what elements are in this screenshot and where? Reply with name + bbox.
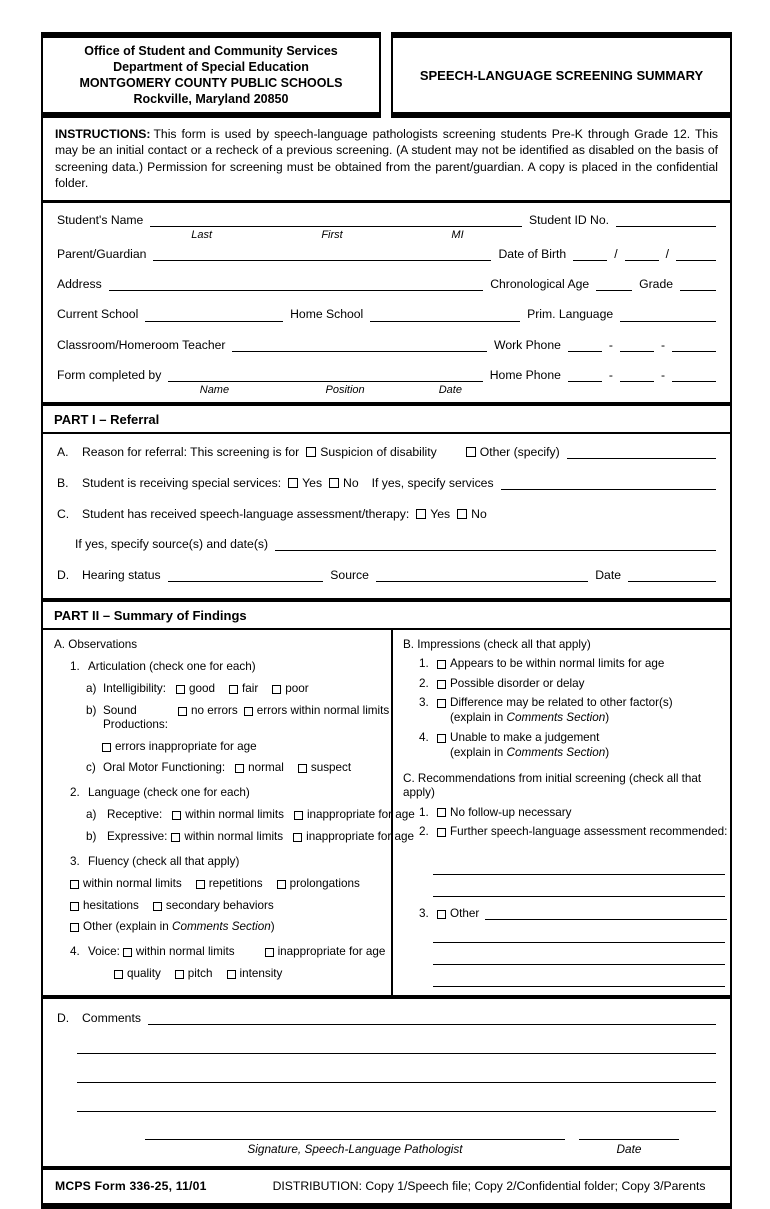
dob-slash-2: / bbox=[665, 247, 669, 262]
specify-source-dates-field[interactable] bbox=[275, 538, 716, 551]
comments-label: Comments bbox=[82, 1011, 141, 1026]
impression-1-label: Appears to be within normal limits for age bbox=[450, 657, 665, 671]
comments-line-3[interactable] bbox=[77, 1083, 716, 1112]
impression-1-number: 1. bbox=[419, 657, 429, 671]
impression-3-note-comments-section: Comments Section bbox=[506, 711, 606, 725]
current-school-label: Current School bbox=[57, 307, 139, 322]
impressions-title: B. Impressions (check all that apply) bbox=[403, 637, 591, 651]
recommendation-1-label: No follow-up necessary bbox=[450, 805, 572, 819]
checkbox-impression-wnl-for-age[interactable] bbox=[437, 660, 446, 669]
completed-date-sublabel: Date bbox=[438, 383, 462, 396]
articulation-number: 1. bbox=[70, 659, 80, 673]
checkbox-receptive-wnl[interactable] bbox=[172, 811, 181, 820]
checkbox-fluency-hesitations[interactable] bbox=[70, 902, 79, 911]
language-title: Language (check one for each) bbox=[88, 786, 250, 800]
receptive-wnl-label: within normal limits bbox=[185, 808, 284, 822]
recommendation-2-number: 2. bbox=[419, 825, 429, 839]
impressions-column bbox=[393, 630, 738, 995]
fluency-repetitions-label: repetitions bbox=[208, 877, 263, 891]
instructions-text: This form is used by speech-language pathologists screening students Pre-K through Grade 12. This may be an initial contact or a recheck of a previous screening. (A student may not be identified as disabled on the basis of screening data.) Permission for screening must be obtained from the parent/guardian. A copy is placed in the confidential folder. bbox=[55, 127, 718, 191]
checkbox-voice-wnl[interactable] bbox=[123, 948, 132, 957]
impression-3-label: Difference may be related to other factor(s) bbox=[450, 696, 673, 710]
checkbox-no-follow-up[interactable] bbox=[437, 808, 446, 817]
expressive-inappropriate-label: inappropriate for age bbox=[306, 830, 414, 844]
checkbox-unable-to-make-judgement[interactable] bbox=[437, 734, 446, 743]
assessment-yes-label: Yes bbox=[430, 506, 451, 521]
home-phone-hyphen-2: - bbox=[660, 367, 665, 382]
intelligibility-fair-label: fair bbox=[242, 681, 259, 695]
voice-intensity-label: intensity bbox=[239, 966, 283, 980]
form-completed-by-label: Form completed by bbox=[57, 367, 162, 382]
signature-date-label: Date bbox=[616, 1142, 642, 1157]
home-phone-hyphen-1: - bbox=[608, 367, 613, 382]
prim-language-label: Prim. Language bbox=[527, 307, 614, 322]
oral-motor-label: Oral Motor Functioning: bbox=[103, 761, 226, 775]
checkbox-difference-other-factors[interactable] bbox=[437, 699, 446, 708]
comments-section bbox=[43, 999, 730, 1166]
impression-2-number: 2. bbox=[419, 676, 429, 690]
part1-c-text: Student has received speech-language assessment/therapy: bbox=[82, 506, 410, 521]
home-phone-label: Home Phone bbox=[489, 367, 561, 382]
name-mi-sublabel: MI bbox=[451, 229, 464, 242]
prim-language-field[interactable] bbox=[620, 309, 716, 322]
signature-label: Signature, Speech-Language Pathologist bbox=[247, 1142, 463, 1157]
form-header bbox=[41, 32, 732, 118]
checkbox-fluency-wnl[interactable] bbox=[70, 880, 79, 889]
articulation-title: Articulation (check one for each) bbox=[88, 659, 256, 673]
expressive-letter: b) bbox=[86, 830, 97, 844]
city-line: Rockville, Maryland 20850 bbox=[133, 92, 289, 106]
part2-title: PART II – Summary of Findings bbox=[43, 598, 730, 630]
recommendation-other-field[interactable] bbox=[485, 908, 727, 920]
oral-motor-normal-label: normal bbox=[248, 761, 284, 775]
recommendation-2-label: Further speech-language assessment recommended: bbox=[450, 825, 728, 839]
intelligibility-poor-label: poor bbox=[285, 681, 309, 695]
work-phone-label: Work Phone bbox=[494, 337, 561, 352]
work-phone-hyphen-2: - bbox=[660, 337, 665, 352]
special-services-yes-label: Yes bbox=[302, 475, 323, 490]
student-info-section bbox=[43, 203, 730, 401]
classroom-teacher-label: Classroom/Homeroom Teacher bbox=[57, 337, 226, 352]
form-title: SPEECH-LANGUAGE SCREENING SUMMARY bbox=[391, 32, 732, 118]
no-errors-label: no errors bbox=[190, 703, 238, 717]
form-number: MCPS Form 336-25, 11/01 bbox=[55, 1179, 207, 1194]
suspicion-of-disability-label: Suspicion of disability bbox=[320, 444, 437, 459]
errors-wnl-label: errors within normal limits bbox=[256, 703, 390, 717]
current-school-field[interactable] bbox=[145, 309, 283, 322]
impression-3-note-post: ) bbox=[605, 711, 610, 725]
checkbox-assessment-no[interactable] bbox=[457, 509, 467, 519]
hearing-status-label: Hearing status bbox=[82, 567, 161, 582]
part1-section bbox=[43, 434, 730, 598]
observations-title: A. Observations bbox=[54, 637, 138, 651]
recommendation-other-line-1[interactable] bbox=[433, 921, 725, 943]
checkbox-voice-inappropriate[interactable] bbox=[265, 948, 274, 957]
part2-section bbox=[43, 630, 730, 999]
checkbox-fluency-repetitions[interactable] bbox=[196, 880, 205, 889]
students-name-label: Student's Name bbox=[57, 213, 144, 228]
home-phone-line-field[interactable] bbox=[672, 369, 716, 382]
impression-4-label: Unable to make a judgement bbox=[450, 730, 600, 744]
part1-d-number: D. bbox=[57, 567, 70, 582]
voice-quality-label: quality bbox=[127, 966, 161, 980]
form-footer bbox=[43, 1166, 730, 1203]
district-line: MONTGOMERY COUNTY PUBLIC SCHOOLS bbox=[79, 76, 343, 90]
work-phone-area-field[interactable] bbox=[568, 339, 602, 352]
other-specify-field[interactable] bbox=[567, 446, 716, 459]
checkbox-receptive-inappropriate[interactable] bbox=[294, 811, 303, 820]
work-phone-hyphen-1: - bbox=[608, 337, 613, 352]
student-id-label: Student ID No. bbox=[529, 213, 609, 228]
work-phone-prefix-field[interactable] bbox=[620, 339, 654, 352]
fluency-wnl-label: within normal limits bbox=[83, 877, 182, 891]
recommendation-other-line-2[interactable] bbox=[433, 943, 725, 965]
comments-line-2[interactable] bbox=[77, 1054, 716, 1083]
dob-day-field[interactable] bbox=[625, 248, 659, 261]
checkbox-oral-motor-suspect[interactable] bbox=[298, 764, 307, 773]
checkbox-assessment-yes[interactable] bbox=[416, 509, 426, 519]
instructions-block bbox=[43, 118, 730, 203]
district-address-block bbox=[41, 32, 381, 118]
intelligibility-letter: a) bbox=[86, 681, 97, 695]
comments-line-1[interactable] bbox=[77, 1025, 716, 1054]
checkbox-further-assessment[interactable] bbox=[437, 828, 446, 837]
hearing-source-field[interactable] bbox=[376, 569, 588, 582]
fluency-prolongations-label: prolongations bbox=[289, 877, 360, 891]
part1-a-text: Reason for referral: This screening is for bbox=[82, 444, 300, 459]
impression-2-label: Possible disorder or delay bbox=[450, 676, 585, 690]
checkbox-intelligibility-poor[interactable] bbox=[272, 685, 281, 694]
fluency-hesitations-label: hesitations bbox=[83, 898, 139, 912]
fluency-title: Fluency (check all that apply) bbox=[88, 855, 240, 869]
intelligibility-label: Intelligibility: bbox=[103, 681, 167, 695]
part1-b-number: B. bbox=[57, 475, 69, 490]
address-field[interactable] bbox=[109, 278, 483, 291]
distribution-text: DISTRIBUTION: Copy 1/Speech file; Copy 2/Confidential folder; Copy 3/Parents bbox=[272, 1179, 706, 1194]
hearing-status-field[interactable] bbox=[168, 569, 324, 582]
checkbox-fluency-prolongations[interactable] bbox=[277, 880, 286, 889]
part1-b-text: Student is receiving special services: bbox=[82, 475, 282, 490]
classroom-teacher-field[interactable] bbox=[232, 339, 487, 352]
completed-position-sublabel: Position bbox=[325, 383, 365, 396]
fluency-other-pre: Other (explain in bbox=[83, 920, 172, 934]
further-assessment-line-1[interactable] bbox=[433, 853, 725, 875]
checkbox-special-services-no[interactable] bbox=[329, 478, 339, 488]
fluency-other-post: ) bbox=[270, 920, 275, 934]
checkbox-voice-intensity[interactable] bbox=[227, 970, 236, 979]
observations-column bbox=[43, 630, 415, 995]
expressive-label: Expressive: bbox=[107, 830, 168, 844]
home-phone-prefix-field[interactable] bbox=[620, 369, 654, 382]
impression-4-note-comments-section: Comments Section bbox=[506, 745, 606, 759]
voice-label: Voice: bbox=[88, 944, 120, 958]
recommendation-3-label: Other bbox=[450, 907, 480, 921]
grade-label: Grade bbox=[639, 277, 673, 292]
checkbox-possible-disorder-or-delay[interactable] bbox=[437, 680, 446, 689]
home-phone-area-field[interactable] bbox=[568, 369, 602, 382]
further-assessment-line-2[interactable] bbox=[433, 875, 725, 897]
checkbox-no-errors[interactable] bbox=[178, 707, 187, 716]
errors-inappropriate-label: errors inappropriate for age bbox=[115, 739, 257, 753]
intelligibility-good-label: good bbox=[189, 681, 216, 695]
checkbox-errors-within-normal-limits[interactable] bbox=[244, 707, 253, 716]
checkbox-intelligibility-good[interactable] bbox=[176, 685, 185, 694]
voice-inappropriate-label: inappropriate for age bbox=[277, 944, 386, 958]
screening-summary-form bbox=[41, 32, 732, 1209]
part1-title: PART I – Referral bbox=[43, 402, 730, 434]
checkbox-voice-pitch[interactable] bbox=[175, 970, 184, 979]
other-specify-label: Other (specify) bbox=[479, 444, 560, 459]
checkbox-errors-inappropriate-for-age[interactable] bbox=[102, 743, 111, 752]
fluency-secondary-behaviors-label: secondary behaviors bbox=[165, 898, 274, 912]
parent-guardian-label: Parent/Guardian bbox=[57, 247, 147, 262]
signature-date-field[interactable] bbox=[579, 1128, 679, 1140]
language-number: 2. bbox=[70, 786, 80, 800]
checkbox-other-specify[interactable] bbox=[466, 447, 476, 457]
name-first-sublabel: First bbox=[321, 229, 343, 242]
comments-field[interactable] bbox=[148, 1012, 716, 1025]
name-last-sublabel: Last bbox=[191, 229, 213, 242]
fluency-other-comments-section: Comments Section bbox=[172, 920, 271, 934]
dob-month-field[interactable] bbox=[573, 248, 607, 261]
impression-3-number: 3. bbox=[419, 696, 429, 710]
special-services-no-label: No bbox=[343, 475, 359, 490]
assessment-no-label: No bbox=[471, 506, 487, 521]
receptive-label: Receptive: bbox=[107, 808, 163, 822]
home-school-field[interactable] bbox=[370, 309, 520, 322]
receptive-inappropriate-label: inappropriate for age bbox=[306, 808, 415, 822]
expressive-wnl-label: within normal limits bbox=[184, 830, 284, 844]
dob-year-field[interactable] bbox=[676, 248, 716, 261]
checkbox-special-services-yes[interactable] bbox=[288, 478, 298, 488]
recommendations-title: C. Recommendations from initial screening (check all that apply) bbox=[403, 771, 702, 799]
impression-3-note-pre: (explain in bbox=[450, 711, 507, 725]
checkbox-fluency-secondary-behaviors[interactable] bbox=[153, 902, 162, 911]
comments-number: D. bbox=[57, 1011, 70, 1026]
voice-number: 4. bbox=[70, 944, 80, 958]
recommendation-other-line-3[interactable] bbox=[433, 965, 725, 987]
fluency-number: 3. bbox=[70, 855, 80, 869]
form-completed-by-field[interactable] bbox=[168, 369, 482, 396]
impression-4-note-post: ) bbox=[605, 745, 610, 759]
work-phone-line-field[interactable] bbox=[672, 339, 716, 352]
signature-row bbox=[57, 1128, 716, 1158]
oral-motor-suspect-label: suspect bbox=[310, 761, 352, 775]
checkbox-voice-quality[interactable] bbox=[114, 970, 123, 979]
part1-c-number: C. bbox=[57, 506, 70, 521]
impression-4-note-pre: (explain in bbox=[450, 745, 507, 759]
student-id-field[interactable] bbox=[616, 214, 716, 227]
hearing-date-label: Date bbox=[595, 567, 621, 582]
instructions-label: INSTRUCTIONS: bbox=[55, 127, 151, 141]
sound-productions-label: Sound Productions: bbox=[103, 703, 168, 731]
parent-guardian-field[interactable] bbox=[153, 248, 491, 261]
specify-source-dates-label: If yes, specify source(s) and date(s) bbox=[75, 536, 269, 551]
office-line: Office of Student and Community Services bbox=[84, 44, 338, 58]
checkbox-intelligibility-fair[interactable] bbox=[229, 685, 238, 694]
signature-field[interactable] bbox=[145, 1128, 565, 1140]
chronological-age-label: Chronological Age bbox=[490, 277, 590, 292]
checkbox-expressive-inappropriate[interactable] bbox=[293, 833, 302, 842]
department-line: Department of Special Education bbox=[113, 60, 309, 74]
grade-field[interactable] bbox=[680, 278, 716, 291]
hearing-source-label: Source bbox=[330, 567, 369, 582]
dob-slash-1: / bbox=[614, 247, 618, 262]
specify-services-field[interactable] bbox=[501, 477, 716, 490]
receptive-letter: a) bbox=[86, 808, 97, 822]
address-label: Address bbox=[57, 277, 102, 292]
checkbox-fluency-other[interactable] bbox=[70, 923, 79, 932]
recommendation-3-number: 3. bbox=[419, 907, 429, 921]
checkbox-expressive-wnl[interactable] bbox=[171, 833, 180, 842]
voice-wnl-label: within normal limits bbox=[135, 944, 235, 958]
part1-a-number: A. bbox=[57, 444, 69, 459]
home-school-label: Home School bbox=[290, 307, 364, 322]
specify-services-label: If yes, specify services bbox=[371, 475, 494, 490]
chronological-age-field[interactable] bbox=[596, 278, 632, 291]
checkbox-suspicion-of-disability[interactable] bbox=[306, 447, 316, 457]
impression-4-number: 4. bbox=[419, 730, 429, 744]
voice-pitch-label: pitch bbox=[187, 966, 213, 980]
hearing-date-field[interactable] bbox=[628, 569, 716, 582]
recommendation-1-number: 1. bbox=[419, 805, 429, 819]
sound-productions-letter: b) bbox=[86, 703, 97, 717]
checkbox-recommendation-other[interactable] bbox=[437, 910, 446, 919]
oral-motor-letter: c) bbox=[86, 761, 96, 775]
checkbox-oral-motor-normal[interactable] bbox=[235, 764, 244, 773]
students-name-field[interactable] bbox=[150, 214, 522, 242]
completed-name-sublabel: Name bbox=[199, 383, 230, 396]
date-of-birth-label: Date of Birth bbox=[498, 247, 567, 262]
